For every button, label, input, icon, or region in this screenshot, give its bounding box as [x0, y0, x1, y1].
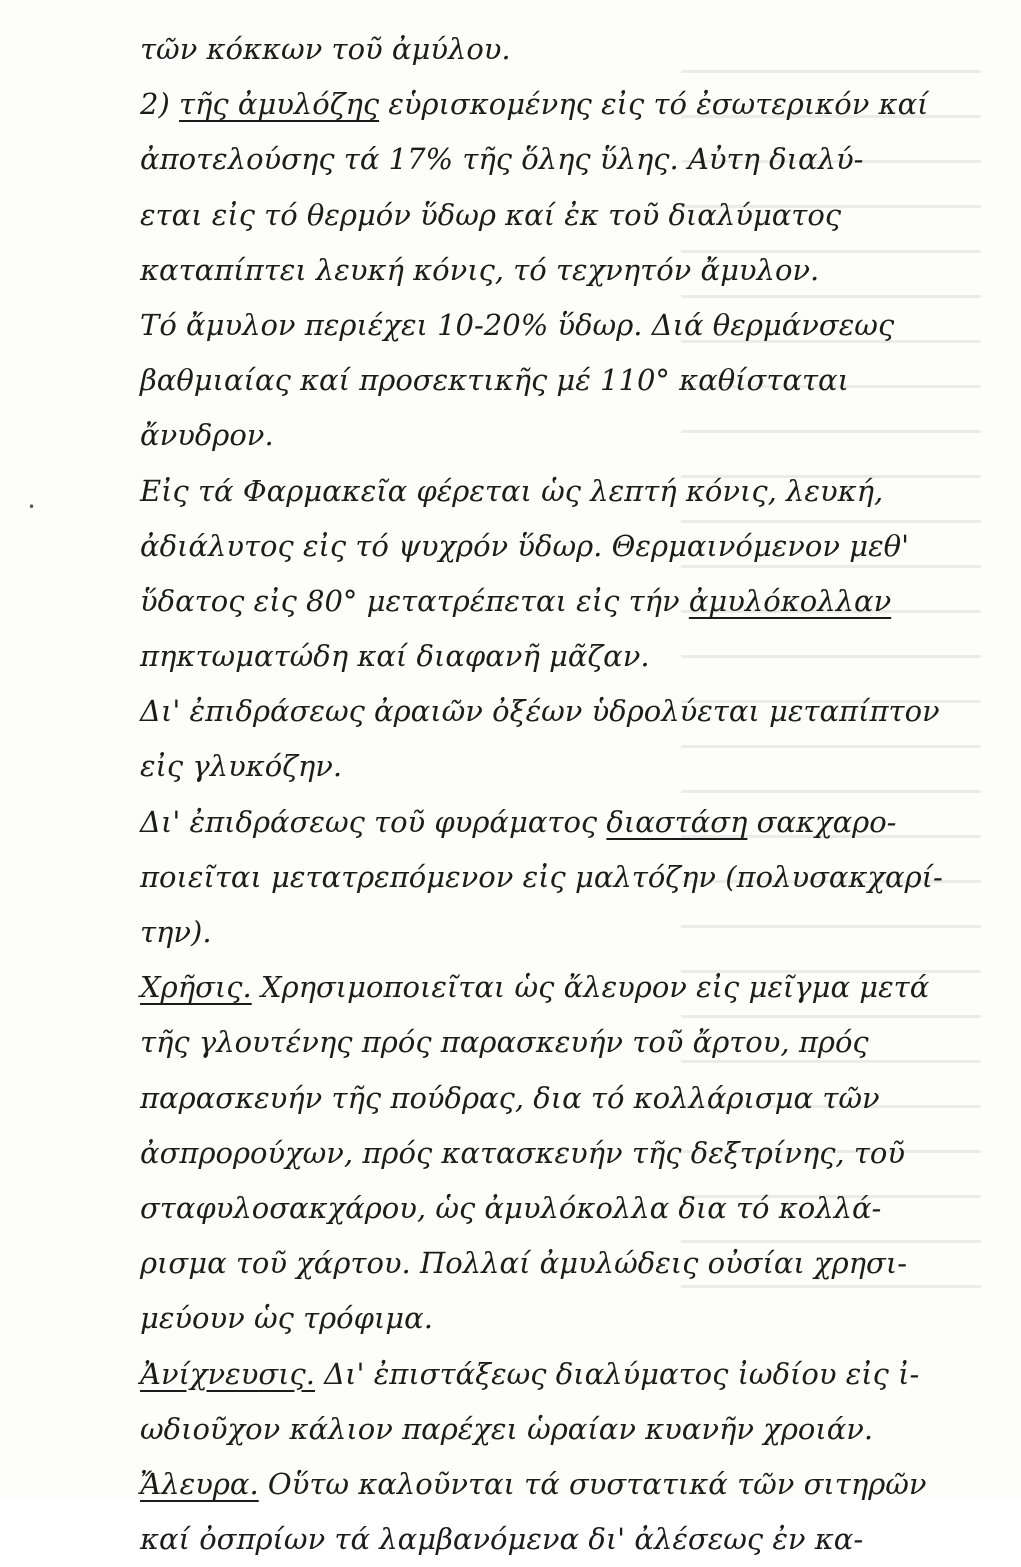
text-segment: Χρησιμοποιεῖται ὡς ἄλευρον εἰς μεῖγμα μετά	[251, 970, 930, 1005]
text-line	[140, 408, 1000, 463]
text-line	[140, 1347, 1000, 1402]
text-line	[140, 1181, 1000, 1236]
text-line	[140, 464, 1000, 519]
text-line	[140, 132, 1000, 187]
text-segment: καί ὀσπρίων τά λαμβανόμενα δι' ἀλέσεως ἐν κα-	[140, 1522, 864, 1557]
text-segment: ρισμα τοῦ χάρτου. Πολλαί ἀμυλώδεις οὐσίαι χρησι-	[140, 1246, 907, 1281]
text-line	[140, 684, 1000, 739]
text-segment: εται εἰς τό θερμόν ὕδωρ καί ἐκ τοῦ διαλύματος	[140, 197, 842, 232]
text-segment: τῶν κόκκων τοῦ ἀμύλου.	[140, 32, 511, 66]
text-line	[140, 739, 1000, 794]
text-line	[140, 22, 1000, 77]
text-segment: εὑρισκομένης εἰς τό ἐσωτερικόν καί	[379, 87, 929, 122]
text-segment: σταφυλοσακχάρου, ὡς ἀμυλόκολλα δια τό κολλά-	[140, 1190, 882, 1225]
text-segment: Δι' ἐπιστάξεως διαλύματος ἰωδίου εἰς ἰ-	[314, 1356, 920, 1391]
text-segment: ωδιοῦχον κάλιον παρέχει ὡραίαν κυανῆν χροιάν.	[140, 1411, 874, 1446]
text-line	[140, 1071, 1000, 1126]
underlined-term: τῆς ἀμυλόζης	[178, 87, 380, 122]
handwritten-text-body	[140, 22, 1000, 1567]
text-segment: Δι' ἐπιδράσεως ἀραιῶν ὀξέων ὑδρολύεται μεταπίπτον	[140, 694, 940, 729]
text-line	[140, 1236, 1000, 1291]
text-segment: μεύουν ὡς τρόφιμα.	[140, 1301, 433, 1336]
text-segment: ὕδατος εἰς 80° μετατρέπεται εἰς τήν	[140, 583, 689, 618]
underlined-term: Ἄλευρα.	[140, 1466, 259, 1501]
text-segment: καταπίπτει λευκή κόνις, τό τεχνητόν ἄμυλον.	[140, 252, 820, 287]
text-segment: 2)	[140, 87, 179, 122]
text-segment: τῆς γλουτένης πρός παρασκευήν τοῦ ἄρτου, πρός	[140, 1025, 869, 1060]
text-line	[140, 243, 1000, 298]
underlined-term: Ἀνίχνευσις.	[140, 1356, 315, 1391]
text-line	[140, 1457, 1000, 1512]
text-segment: ἀδιάλυτος εἰς τό ψυχρόν ὕδωρ. Θερμαινόμενον μεθ'	[140, 528, 910, 563]
text-segment: ποιεῖται μετατρεπόμενον εἰς μαλτόζην (πολυσακχαρί-	[140, 859, 943, 894]
text-segment: ἀποτελούσης τά 17% τῆς ὅλης ὕλης. Αὐτη διαλύ-	[140, 142, 864, 177]
text-line	[140, 1291, 1000, 1346]
text-segment: ἄνυδρον.	[140, 418, 274, 453]
text-segment: βαθμιαίας καί προσεκτικῆς μέ 110° καθίσταται	[140, 363, 849, 398]
text-line	[140, 77, 1000, 132]
text-line	[140, 1512, 1000, 1567]
text-line	[140, 519, 1000, 574]
underlined-term: ἀμυλόκολλαν	[688, 583, 892, 618]
text-line	[140, 1015, 1000, 1070]
text-line	[140, 960, 1000, 1015]
text-line	[140, 629, 1000, 684]
text-line	[140, 850, 1000, 905]
text-segment: Δι' ἐπιδράσεως τοῦ φυράματος	[140, 804, 607, 839]
text-line	[140, 574, 1000, 629]
margin-mark: •	[28, 500, 36, 514]
text-segment: πηκτωματώδη καί διαφανῆ μᾶζαν.	[140, 639, 650, 674]
text-line	[140, 298, 1000, 353]
text-line	[140, 188, 1000, 243]
text-segment: Εἰς τά Φαρμακεῖα φέρεται ὡς λεπτή κόνις, λευκή,	[140, 473, 884, 508]
text-segment: Τό ἄμυλον περιέχει 10-20% ὕδωρ. Διά θερμάνσεως	[140, 307, 895, 342]
text-segment: σακχαρο-	[747, 804, 897, 839]
text-line	[140, 1126, 1000, 1181]
underlined-term: διαστάση	[606, 804, 748, 839]
text-segment: εἰς γλυκόζην.	[140, 749, 343, 784]
text-line	[140, 1402, 1000, 1457]
text-segment: ἀσπρορούχων, πρός κατασκευήν τῆς δεξτρίνης, τοῦ	[140, 1135, 906, 1170]
text-segment: Οὕτω καλοῦνται τά συστατικά τῶν σιτηρῶν	[258, 1466, 927, 1501]
text-line	[140, 795, 1000, 850]
text-segment: παρασκευήν τῆς πούδρας, δια τό κολλάρισμα τῶν	[140, 1080, 880, 1115]
underlined-term: Χρῆσις.	[140, 970, 252, 1005]
text-line	[140, 353, 1000, 408]
text-line	[140, 905, 1000, 960]
text-segment: την).	[140, 915, 212, 949]
